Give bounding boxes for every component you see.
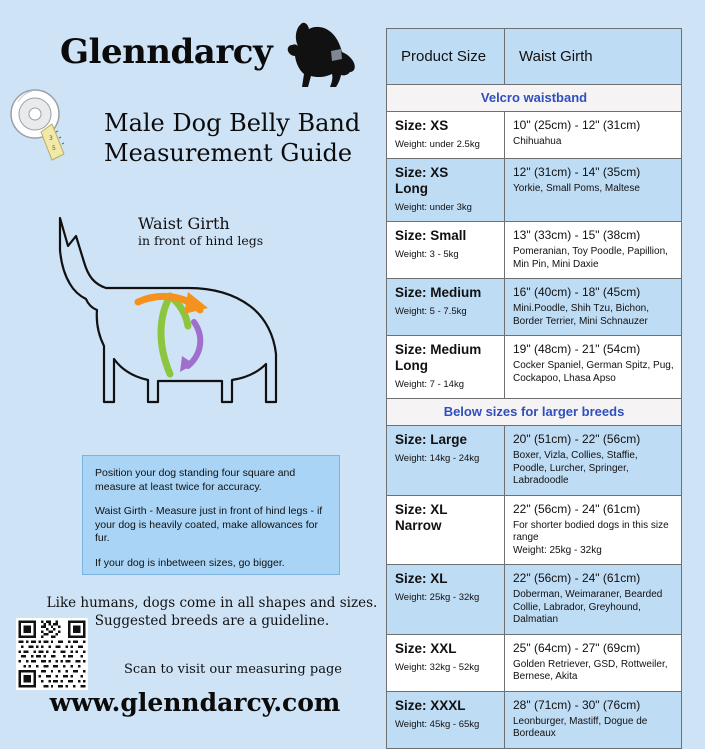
website-url[interactable]: www.glenndarcy.com: [49, 688, 341, 717]
size-name: Size: XS: [395, 118, 449, 133]
size-girth: 22" (56cm) - 24" (61cm): [513, 501, 641, 516]
size-name: Size: Medium Long: [395, 342, 482, 373]
waist-girth-label: Waist Girth: [138, 214, 230, 233]
table-header-product-size: Product Size: [387, 29, 505, 84]
table-row: [387, 112, 681, 159]
section-velcro-label: Velcro waistband: [480, 90, 588, 105]
size-breeds: Yorkie, Small Poms, Maltese: [513, 183, 640, 194]
note-line-1: Position your dog standing four square and measure at least twice for accuracy.: [95, 467, 296, 493]
svg-text:3: 3: [49, 135, 53, 142]
table-header-row: [387, 29, 681, 85]
table-row: [387, 426, 681, 496]
size-name: Size: XXL: [395, 640, 457, 656]
size-girth: 12" (31cm) - 14" (35cm): [513, 165, 641, 179]
size-name: Size: XXXL: [395, 697, 466, 713]
brand-name: Glenndarcy: [60, 32, 273, 72]
size-breeds: Mini.Poodle, Shih Tzu, Bichon, Border Terrier, Mini Schnauzer: [513, 303, 650, 327]
size-girth: 22" (56cm) - 24" (61cm): [513, 571, 641, 585]
size-breeds: Doberman, Weimaraner, Bearded Collie, Labrador, Greyhound, Dalmatian: [513, 589, 663, 625]
size-breeds: For shorter bodied dogs in this size range Weight: 25kg - 32kg: [513, 519, 669, 556]
measurement-notes-box: [82, 455, 340, 575]
dog-measurement-diagram: [18, 196, 368, 446]
size-name: Size: Small: [395, 228, 467, 243]
section-velcro-waistband: [387, 85, 681, 112]
table-header-waist-girth: Waist Girth: [519, 48, 593, 65]
page-title-line1: Male Dog Belly Band: [104, 109, 361, 137]
size-name: Size: Large: [395, 432, 468, 447]
size-breeds: Cocker Spaniel, German Spitz, Pug, Cockapoo, Lhasa Apso: [513, 360, 674, 384]
waist-girth-sublabel: in front of hind legs: [138, 233, 264, 248]
size-weight: Weight: 14kg - 24kg: [395, 453, 480, 464]
breeds-guideline-note: Like humans, dogs come in all shapes and sizes. Suggested breeds are a guideline.: [46, 595, 378, 629]
note-line-2: Waist Girth - Measure just in front of hind legs - if your dog is heavily coated, make allowances for fur.: [95, 505, 323, 544]
section-larger-breeds: [387, 399, 681, 426]
size-breeds: Chihuahua: [513, 136, 562, 147]
size-breeds: Leonburger, Mastiff, Dogue de Bordeaux: [513, 715, 648, 739]
size-weight: Weight: 25kg - 32kg: [395, 592, 480, 603]
table-row: [387, 279, 681, 336]
size-girth: 13" (33cm) - 15" (38cm): [513, 228, 641, 242]
table-row: [387, 635, 681, 692]
size-weight: Weight: 7 - 14kg: [395, 379, 465, 390]
scan-note: Scan to visit our measuring page: [124, 662, 342, 677]
page-title: [104, 108, 360, 168]
size-girth: 16" (40cm) - 18" (45cm): [513, 285, 641, 299]
size-girth: 20" (51cm) - 22" (56cm): [513, 432, 641, 446]
size-girth: 10" (25cm) - 12" (31cm): [513, 118, 641, 132]
size-weight: Weight: 3 - 5kg: [395, 249, 459, 260]
size-breeds: Boxer, Vizla, Collies, Staffie, Poodle, Lurcher, Springer, Labradoodle: [513, 450, 638, 486]
tape-measure-icon: [8, 88, 78, 184]
table-row: [387, 692, 681, 748]
size-breeds: Pomeranian, Toy Poodle, Papillion, Min Pin, Mini Daxie: [513, 246, 668, 270]
size-chart-table: [386, 28, 682, 749]
note-line-3: If your dog is inbetween sizes, go bigger.: [95, 556, 285, 569]
qr-code-icon[interactable]: [16, 618, 88, 690]
table-row: [387, 159, 681, 222]
size-weight: Weight: 32kg - 52kg: [395, 661, 480, 673]
table-row: [387, 565, 681, 635]
table-row: [387, 496, 681, 566]
section-larger-label: Below sizes for larger breeds: [443, 404, 625, 419]
svg-text:5: 5: [52, 145, 56, 152]
size-name: Size: XS Long: [395, 165, 449, 196]
dog-silhouette-logo: [268, 18, 360, 90]
size-name: Size: XL: [395, 571, 448, 586]
size-weight: Weight: under 3kg: [395, 202, 472, 213]
size-girth: 28" (71cm) - 30" (76cm): [513, 697, 641, 712]
size-weight: Weight: 45kg - 65kg: [395, 718, 480, 730]
size-breeds: Golden Retriever, GSD, Rottweiler, Bernese, Akita: [513, 658, 668, 682]
size-name: Size: Medium: [395, 285, 482, 300]
table-row: [387, 222, 681, 279]
table-row: [387, 336, 681, 399]
page-title-line2: Measurement Guide: [104, 139, 353, 167]
size-weight: Weight: 5 - 7.5kg: [395, 306, 467, 317]
size-girth: 25" (64cm) - 27" (69cm): [513, 640, 641, 655]
size-name: Size: XL Narrow: [395, 501, 448, 533]
size-girth: 19" (48cm) - 21" (54cm): [513, 342, 641, 356]
size-weight: Weight: under 2.5kg: [395, 139, 480, 150]
